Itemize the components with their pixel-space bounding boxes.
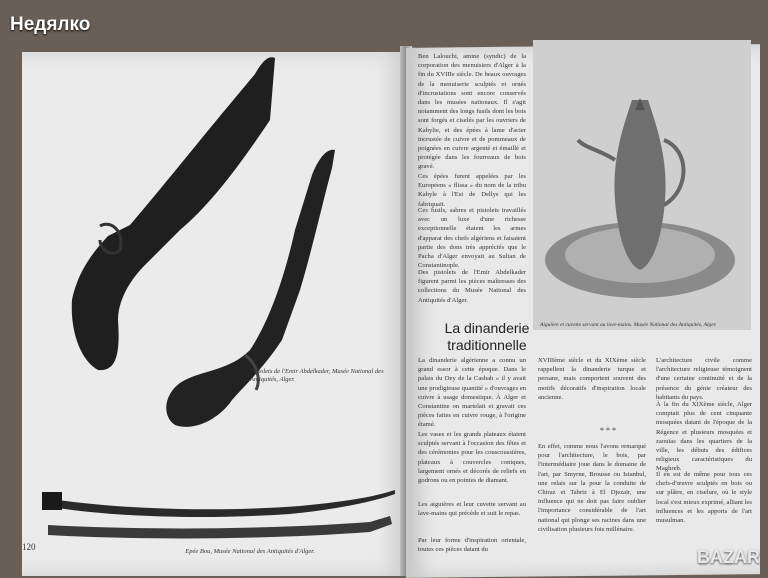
bazar-logo: BAZAR bbox=[697, 547, 760, 567]
right-col1-top: Ben Lalouchi, amine (syndic) de la corporation des menuisiers d'Alger à la fin du XVIIIe siècle. De beaux ouvrages de la menuiserie sculptés et ornés d'incrustations sont encore conservés dans les musées nationaux. Il s'agit notamment des longs fusils dont les bois sont forgés et ciselés par les ouvriers de Kabylie, et des épées à lame d'acier incrustée de cuivre et de pommeaux de poignées en cuivre argenté et émaillé et protégée dans les fourreaux de bois gravé. bbox=[418, 53, 526, 171]
section-stars: * * * bbox=[600, 426, 616, 435]
right-col1-mid: Ces épées furent appelées par les Européens « flissa » du nom de la tribu Kabyle à l'Est de Dellys qui les fabriquait. bbox=[418, 173, 526, 208]
photo-caption: Aiguière et cuvette servant au lave-mains. Musée National des Antiquités, Alger. bbox=[540, 322, 717, 328]
right-col1-mid2: Ces fusils, sabres et pistolets travaillés avec un luxe d'une richesse exceptionnelle étaient les armes d'apparat des chefs algériens et faisaient partie des dons très appréciés que le Pacha d'Alger envoyait au Sultan de Constantinople. bbox=[418, 207, 526, 270]
pistol-1 bbox=[72, 57, 275, 370]
watermark-username: Недялко bbox=[10, 14, 91, 35]
col-b-para2: En effet, comme nous l'avons remarqué pour l'architecture, le bois, par l'intermédiaire joue dans le domaine de l'art, par Smyrne, Brousse ou Istanbul, une relais sur la pour la conduite de Chiraz et Tabriz à El Djezaïr, une influence qui ne doit pas faire oublier l'importance considérable de l'art national qui plonge ses racines dans une civilisation plusieurs fois millénaire. bbox=[538, 443, 646, 533]
sword-blade bbox=[45, 490, 395, 517]
col-a-para2: Les vases et les grands plateaux étaient sculptés servant à l'occasion des fêtes et des cérémonies pour les couscoussières, plateaux à couvercles coniques, largement ornés et décorés de reliefs en godrons ou en pointes de diamant. bbox=[418, 431, 526, 485]
col-a-para4: Par leur forme d'inspiration orientale, toutes ces pièces datant du bbox=[418, 537, 526, 554]
heading-line-1: La dinanderie bbox=[444, 320, 530, 336]
right-col1-bottom: Des pistolets de l'Emir Abdelkader figurent parmi les pièces maîtresses des collections du Musée National des Antiquités d'Alger. bbox=[418, 269, 526, 304]
col-c-para3: Il en est de même pour tous ces chefs-d'œuvre sculptés en bois ou sur plâtre, en ciselure, où le style local s'est mieux exprimé, alliant les influences et les apports de l'art musulman. bbox=[656, 471, 752, 525]
page-number: 120 bbox=[22, 542, 36, 552]
col-c-para2: À la fin du XIXème siècle, Alger comptait plus de cent cinquante mosquées datant de l'époque de la Régence et plusieurs mosquées et zaouïas dans les quartiers de la ville, les débuts des édifices religieux caractéristiques du Maghreb. bbox=[656, 401, 752, 473]
section-heading bbox=[432, 320, 542, 354]
col-a-para1: La dinanderie algérienne a connu un grand essor à cette époque. Dans le palais du Dey de la Casbah « il y avait une prodigieuse quantité » d'ouvrages en cuivre à usage domestique. À Alger et Constantine on martelait et gravait ces pièces faites en cuivre rouge, à l'origine étamé. bbox=[418, 357, 526, 429]
sword-hilt bbox=[42, 492, 62, 510]
heading-line-2: traditionnelle bbox=[447, 337, 527, 353]
col-c-para1: L'architecture civile comme l'architecture religieuse témoignent d'une certaine continuité et de la présence du génie créateur des habitants du pays. bbox=[656, 357, 752, 401]
col-a-para3: Les aiguières et leur cuvette servant au lave-mains qui précède et suit le repas. bbox=[418, 501, 526, 518]
scabbard bbox=[48, 516, 392, 538]
sword-caption: Epée Bou, Musée National des Antiquités d'Alger. bbox=[185, 548, 315, 555]
col-b-para1: XVIIIème siècle et du XIXème siècle rappellent la dinanderie turque et persane, mais comportent souvent des motifs décoratifs d'inspiration locale ancienne. bbox=[538, 357, 646, 401]
pistols-caption: Pistolets de l'Emir Abdelkader, Musée National des Antiquités, Alger. bbox=[250, 368, 384, 383]
